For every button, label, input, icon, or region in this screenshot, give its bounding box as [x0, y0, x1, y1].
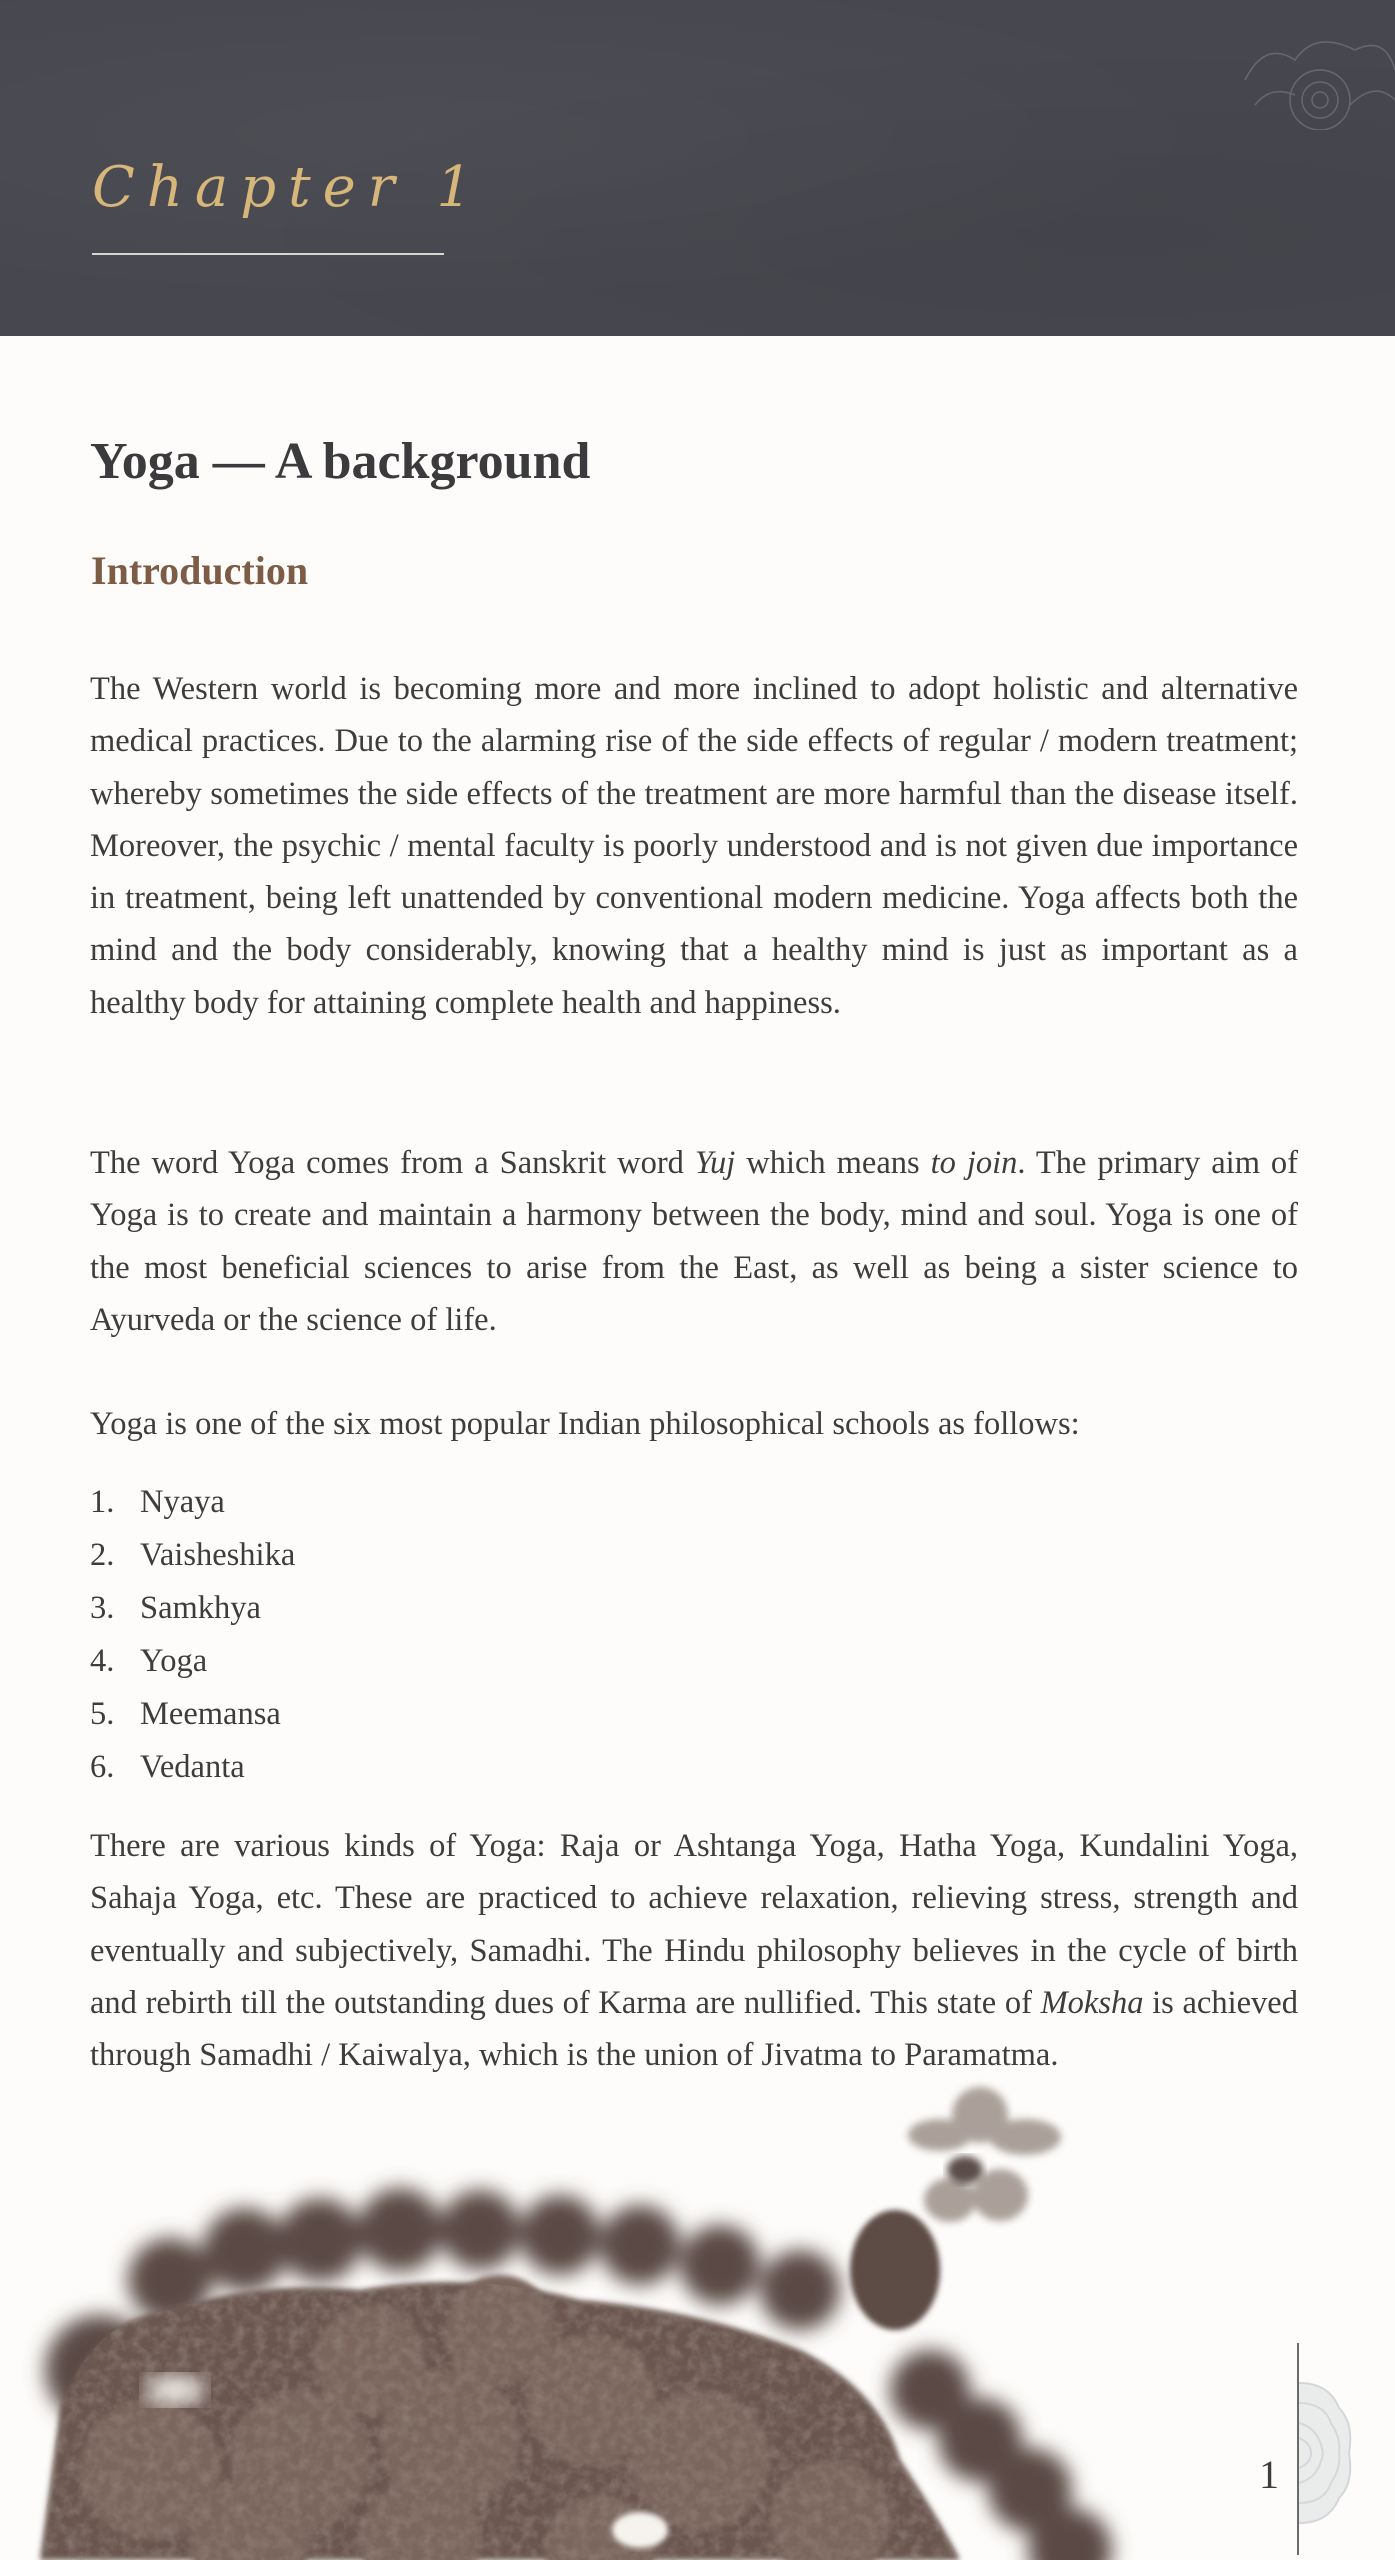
- paragraph-kinds-of-yoga: [90, 1820, 1298, 2081]
- list-item: [90, 1635, 295, 1688]
- page-number: 1: [1259, 2452, 1279, 2497]
- list-item-number: 6.: [90, 1749, 115, 1785]
- list-item-label: Vaisheshika: [140, 1537, 296, 1573]
- list-item-number: 2.: [90, 1537, 115, 1573]
- half-mandala-icon: [1299, 2378, 1359, 2528]
- philosophical-schools-list: [90, 1476, 295, 1794]
- list-item: [90, 1476, 295, 1529]
- list-item: [90, 1688, 295, 1741]
- section-heading-introduction: Introduction: [91, 548, 309, 593]
- list-item-label: Meemansa: [140, 1696, 281, 1732]
- list-item-number: 4.: [90, 1643, 115, 1679]
- rudraksha-beads-image: [0, 2160, 1140, 2560]
- text-run: There are various kinds of Yoga: Raja or Ashtanga Yoga, Hatha Yoga, Kundalini Yoga, Sahaja Yoga, etc. These are practiced to achieve relaxation, relieving stress, strength and eventually and subjectively, Samadhi. The Hindu philosophy believes in the cycle of birth and rebirth till the outstanding dues of Karma are nullified. This state of: [90, 1828, 1298, 2021]
- chapter-underline: [92, 253, 444, 255]
- list-item: [90, 1529, 295, 1582]
- mandala-ornament-icon: [1135, 20, 1395, 130]
- list-item-label: Yoga: [140, 1643, 208, 1679]
- list-item-number: 1.: [90, 1484, 115, 1520]
- page-title: Yoga — A background: [90, 433, 591, 490]
- text-run: The word Yoga comes from a Sanskrit word: [90, 1145, 695, 1181]
- list-item: [90, 1582, 295, 1635]
- text-run: is achieved through Samadhi / Kaiwalya, which is the union of Jivatma to Paramatma.: [90, 1984, 1298, 2074]
- list-item-number: 3.: [90, 1590, 115, 1626]
- italic-term-yuj: Yuj: [694, 1145, 736, 1181]
- list-item: [90, 1741, 295, 1794]
- chapter-label: Chapter 1: [92, 155, 484, 220]
- text-run: which means: [735, 1145, 931, 1181]
- italic-term-to-join: to join: [930, 1145, 1018, 1181]
- italic-term-moksha: Moksha: [1040, 1984, 1144, 2021]
- paragraph-schools-intro: Yoga is one of the six most popular Indian philosophical schools as follows:: [90, 1406, 1080, 1442]
- chapter-header-band: [0, 0, 1395, 336]
- list-item-label: Nyaya: [140, 1484, 225, 1520]
- list-item-label: Vedanta: [140, 1749, 245, 1785]
- text-run: . The primary aim of Yoga is to create and maintain a harmony between the body, mind and soul. Yoga is one of the most beneficial sciences to arise from the East, as well as being a sister science to Ayurveda or the science of life.: [90, 1145, 1299, 1338]
- paragraph-intro: The Western world is becoming more and more inclined to adopt holistic and alternative medical practices. Due to the alarming rise of the side effects of regular / modern treatment; whereby sometimes the side effects of the treatment are more harmful than the disease itself. Moreover, the psychic / mental faculty is poorly understood and is not given due importance in treatment, being left unattended by conventional modern medicine. Yoga affects both the mind and the body considerably, knowing that a healthy mind is just as important as a healthy body for attaining complete health and happiness.: [90, 671, 1298, 1021]
- list-item-number: 5.: [90, 1696, 115, 1732]
- paragraph-yoga-meaning: [90, 1137, 1298, 1346]
- list-item-label: Samkhya: [140, 1590, 261, 1626]
